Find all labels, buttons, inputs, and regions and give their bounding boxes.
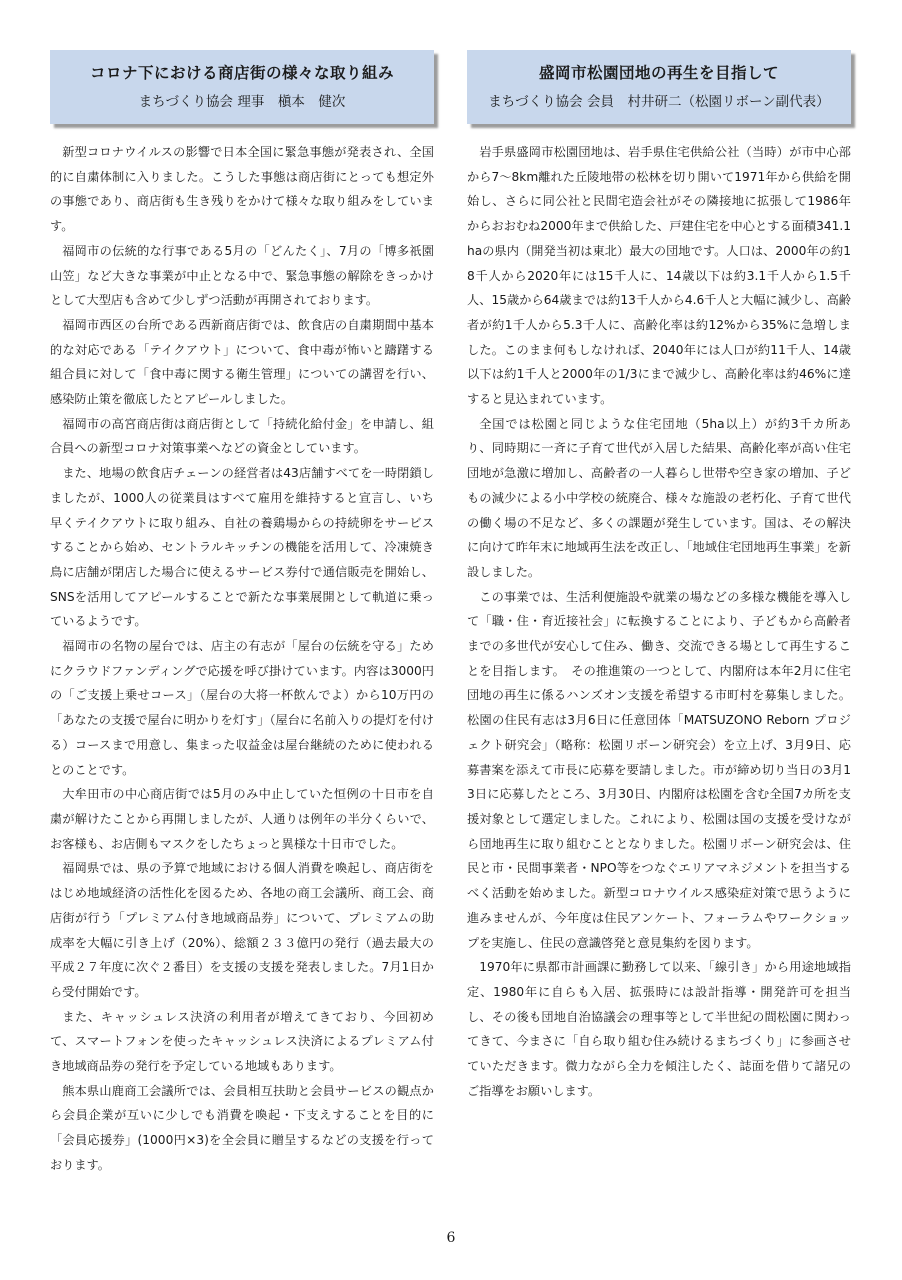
left-article-title: コロナ下における商店街の様々な取り組み	[89, 64, 394, 82]
paragraph: 福岡市の高宮商店街は商店街として「持続化給付金」を申請し、組合員への新型コロナ対策事業へなどの資金としています。	[50, 416, 434, 456]
paragraph: 福岡県では、県の予算で地域における個人消費を喚起し、商店街をはじめ地域経済の活性化を図るため、各地の商工会議所、商工会、商店街が行う「プレミアム付き地域商品券」について、プレミアムの助成率を大幅に引き上げ（20%）、総額２３３億円の発行（過去最大の平成２７年度に次ぐ２番目）を支援の支援を発表しました。7月1日から受付開始です。	[50, 861, 434, 999]
left-article-author: まちづくり協会 理事 槇本 健次	[138, 94, 346, 110]
page-number: 6	[446, 1230, 456, 1246]
paragraph: 福岡市の名物の屋台では、店主の有志が「屋台の伝統を守る」ためにクラウドファンディングで応援を呼び掛けています。内容は3000円の「ご支援上乗せコース」（屋台の大将一杯飲んでよ）から10万円の「あなたの支援で屋台に明かりを灯す」（屋台に名前入りの提灯を付ける）コースまで用意し、集まった収益金は屋台継続のために使われるとのことです。	[50, 639, 434, 777]
paragraph: 熊本県山鹿商工会議所では、会員相互扶助と会員サービスの観点から会員企業が互いに少しでも消費を喚起・下支えすることを目的に「会員応援券」(1000円×3)を全会員に贈呈するなどの支援を行っております。	[50, 1083, 434, 1172]
paragraph: 新型コロナウイルスの影響で日本全国に緊急事態が発表され、全国的に自粛体制に入りました。こうした事態は商店街にとっても想定外の事態であり、商店街も生き残りをかけて様々な取り組みをしています。	[50, 145, 434, 234]
right-article-body	[467, 140, 851, 1103]
right-article-title: 盛岡市松園団地の再生を目指して	[538, 64, 779, 82]
right-article-author: まちづくり協会 会員 村井研二（松園リボーン副代表）	[488, 94, 830, 110]
paragraph: 全国では松園と同じような住宅団地（5ha以上）が約3千カ所あり、同時期に一斉に子育て世代が入居した結果、高齢化率が高い住宅団地が急激に増加し、高齢者の一人暮らし世帯や空き家の増加、子どもの減少による小中学校の統廃合、様々な施設の老朽化、子育て世代の働く場の不足など、多くの課題が発生しています。国は、その解決に向けて昨年末に地域再生法を改正し、「地域住宅団地再生事業」を新設しました。	[467, 416, 851, 579]
left-article-body	[50, 140, 434, 1178]
paragraph: 1970年に県都市計画課に勤務して以来、「線引き」から用途地域指定、1980年に自らも入居、拡張時には設計指導・開発許可を担当し、その後も団地自治協議会の理事等として半世紀の間松園に関わってきて、今まさに「自ら取り組む住み続けるまちづくり」に参画させていただきます。微力ながら全力を傾注したく、誌面を借りて諸兄のご指導をお願いします。	[467, 960, 851, 1098]
paragraph: 福岡市西区の台所である西新商店街では、飲食店の自粛期間中基本的な対応である「テイクアウト」について、食中毒が怖いと躊躇する組合員に対して「食中毒に関する衛生管理」についての講習を行い、感染防止策を徹底したとアピールしました。	[50, 317, 434, 407]
paragraph: 岩手県盛岡市松園団地は、岩手県住宅供給公社（当時）が市中心部から7～8km離れた丘陵地帯の松林を切り開いて1971年から供給を開始し、さらに同公社と民間宅造会社がその隣接地に拡張して1986年からおおむね2000年まで供給した、戸建住宅を中心とする面積341.1haの県内（開発当初は東北）最大の団地です。人口は、2000年の約18千人から2020年には15千人に、14歳以下は約3.1千人から1.5千人、15歳から64歳までは約13千人から4.6千人と大幅に減少し、高齢者が約1千人から5.3千人に、高齢化率は約12%から35%に急増しました。このまま何もしなければ、2040年には人口が約11千人、14歳以下は約1千人と2000年の1/3にまで減少し、高齢化率は約46%に達すると見込まれています。	[467, 145, 851, 407]
left-article	[50, 50, 434, 1178]
paragraph: また、キャッシュレス決済の利用者が増えてきており、今回初めて、スマートフォンを使ったキャッシュレス決済によるプレミアム付き地域商品券の発行を予定している地域もあります。	[50, 1009, 434, 1074]
right-article	[467, 50, 851, 1103]
left-article-header	[50, 50, 434, 124]
paragraph: また、地場の飲食店チェーンの経営者は43店舗すべてを一時閉鎖しましたが、1000人の従業員はすべて雇用を維持すると宣言し、いち早くテイクアウトに取り組み、自社の養鶏場からの持続卵をサービスすることから始め、セントラルキッチンの機能を活用して、冷凍焼き鳥に店舗が閉店した場合に使えるサービス券付で通信販売を開始し、SNSを活用してアピールすることで新たな事業展開として軌道に乗っているようです。	[50, 466, 434, 629]
right-article-header	[467, 50, 851, 124]
paragraph: 大牟田市の中心商店街では5月のみ中止していた恒例の十日市を自粛が解けたことから再開しましたが、人通りは例年の半分くらいで、お客様も、お店側もマスクをしたちょっと異様な十日市でした。	[50, 787, 434, 851]
paragraph: 福岡市の伝統的な行事である5月の「どんたく」、7月の「博多祇園山笠」など大きな事業が中止となる中で、緊急事態の解除をきっかけとして大型店も含めて少しずつ活動が再開されております。	[50, 243, 434, 308]
paragraph: この事業では、生活利便施設や就業の場などの多様な機能を導入して「職・住・育近接社会」に転換することにより、子どもから高齢者までの多世代が安心して住み、働き、交流できる場として再生することを目指します。 その推進策の一つとして、内閣府は本年2月に住宅団地の再生に係るハンズオン支援を希望する市町村を募集しました。松園の住民有志は3月6日に任意団体「MATSUZONO Reborn プロジェクト研究会」（略称：松園リボーン研究会）を立上げ、3月9日、応募書案を添えて市長に応募を要請しました。市が締め切り当日の3月13日に応募したところ、3月30日、内閣府は松園を含む全国7カ所を支援対象として選定しました。これにより、松園は国の支援を受けながら団地再生に取り組むこととなりました。松園リボーン研究会は、住民と市・民間事業者・NPO等をつなぐエリアマネジメントを担当するべく活動を始めました。新型コロナウイルス感染症対策で思うように進みませんが、今年度は住民アンケート、フォーラムやワークショップを実施し、住民の意識啓発と意見集約を図ります。	[467, 589, 851, 950]
